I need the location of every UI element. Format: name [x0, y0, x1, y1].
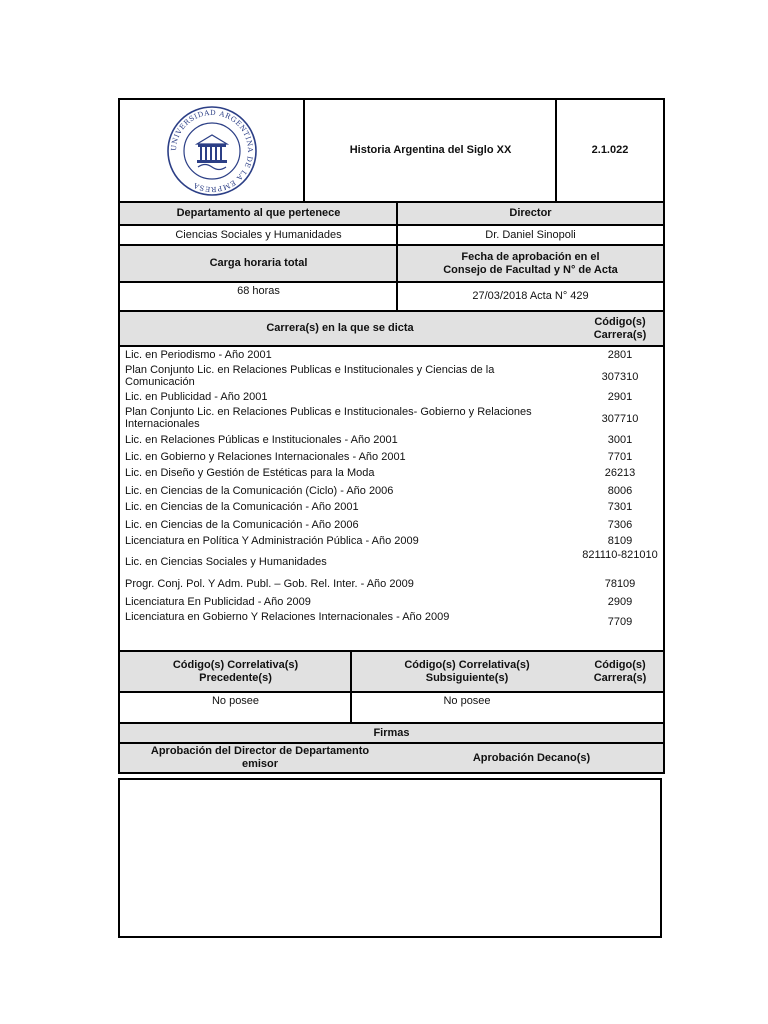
director-approval-label — [120, 744, 400, 772]
career-code: 2909 — [607, 596, 633, 608]
department-value: Ciencias Sociales y Humanidades — [175, 228, 342, 241]
career-code: 2801 — [607, 349, 633, 361]
following-label-line1: Código(s) Correlativa(s) — [404, 658, 530, 671]
careers-header: Carrera(s) en la que se dicta — [266, 322, 414, 334]
career-code: 78109 — [604, 578, 636, 590]
preceding-label-line1: Código(s) Correlativa(s) — [172, 658, 299, 671]
course-info-table — [118, 98, 665, 774]
approval-value: 27/03/2018 Acta N° 429 — [472, 290, 589, 302]
career-code: 307310 — [601, 371, 639, 383]
department-label: Departamento al que pertenece — [176, 207, 341, 219]
career-code: 26213 — [604, 467, 636, 479]
career-name: Lic. en Ciencias Sociales y Humanidades — [125, 556, 327, 568]
career-code: 7306 — [607, 519, 633, 531]
director-value: Dr. Daniel Sinopoli — [485, 228, 576, 241]
career-code: 821110-821010 — [582, 549, 658, 561]
careers-code-header-line2: Carrera(s) — [593, 328, 647, 341]
career-name: Lic. en Ciencias de la Comunicación - Año 2001 — [125, 501, 359, 513]
career-code: 8006 — [607, 485, 633, 497]
career-name: Lic. en Ciencias de la Comunicación (Ciclo) - Año 2006 — [125, 485, 394, 497]
course-title: Historia Argentina del Siglo XX — [349, 144, 512, 156]
signatures-title: Firmas — [373, 726, 410, 739]
careers-code-header-line1: Código(s) — [594, 315, 646, 328]
hours-label: Carga horaria total — [209, 257, 308, 269]
director-approval-line2: emisor — [241, 758, 279, 770]
course-code: 2.1.022 — [591, 144, 629, 156]
career-code: 8109 — [607, 535, 633, 547]
signature-area — [118, 778, 662, 938]
career-code: 7301 — [607, 501, 633, 513]
career-name: Lic. en Gobierno y Relaciones Internacionales - Año 2001 — [125, 451, 406, 463]
career-name: Licenciatura En Publicidad - Año 2009 — [125, 596, 311, 608]
following-correlatives-label — [352, 652, 582, 691]
career-name: Lic. en Diseño y Gestión de Estéticas para la Moda — [125, 467, 375, 479]
career-code-label-line1: Código(s) — [594, 658, 646, 671]
career-name: Lic. en Relaciones Públicas e Institucionales - Año 2001 — [125, 434, 398, 446]
preceding-label-line2: Precedente(s) — [199, 671, 272, 684]
seal-icon — [162, 104, 262, 198]
preceding-correlatives-label — [120, 652, 351, 691]
career-name: Plan Conjunto Lic. en Relaciones Publicas e Institucionales- Gobierno y Relaciones Internacionales — [125, 406, 532, 430]
career-name: Progr. Conj. Pol. Y Adm. Publ. – Gob. Rel. Inter. - Año 2009 — [125, 578, 414, 590]
dean-approval-label: Aprobación Decano(s) — [472, 751, 591, 764]
approval-label-line1: Fecha de aprobación en el — [461, 250, 600, 263]
career-name: Lic. en Periodismo - Año 2001 — [125, 349, 272, 361]
approval-label — [398, 246, 663, 281]
career-name: Licenciatura en Gobierno Y Relaciones Internacionales - Año 2009 — [125, 611, 450, 623]
career-name: Lic. en Publicidad - Año 2001 — [125, 391, 268, 403]
career-code: 7701 — [607, 451, 633, 463]
seal-text: UNIVERSIDAD ARGENTINA DE LA EMPRESA — [169, 108, 254, 193]
following-label-line2: Subsiguiente(s) — [425, 671, 509, 684]
approval-label-line2: Consejo de Facultad y N° de Acta — [443, 263, 618, 276]
hours-value: 68 horas — [237, 285, 280, 297]
career-name: Licenciatura en Política Y Administración Pública - Año 2009 — [125, 535, 419, 547]
correlatives-career-code-label — [580, 652, 660, 691]
career-name: Plan Conjunto Lic. en Relaciones Publicas e Institucionales y Ciencias de la Comunicación — [125, 364, 495, 388]
following-value: No posee — [443, 695, 491, 707]
career-code: 7709 — [607, 616, 633, 628]
career-code: 3001 — [607, 434, 633, 446]
career-code-label-line2: Carrera(s) — [593, 671, 647, 684]
university-seal — [120, 100, 303, 201]
careers-list — [120, 347, 663, 650]
director-label: Director — [509, 207, 552, 219]
preceding-value: No posee — [211, 695, 260, 707]
director-approval-line1: Aprobación del Director de Departamento — [150, 745, 370, 757]
career-name: Lic. en Ciencias de la Comunicación - Año 2006 — [125, 519, 359, 531]
career-code: 2901 — [607, 391, 633, 403]
careers-code-header — [580, 312, 660, 345]
career-code: 307710 — [601, 413, 639, 425]
